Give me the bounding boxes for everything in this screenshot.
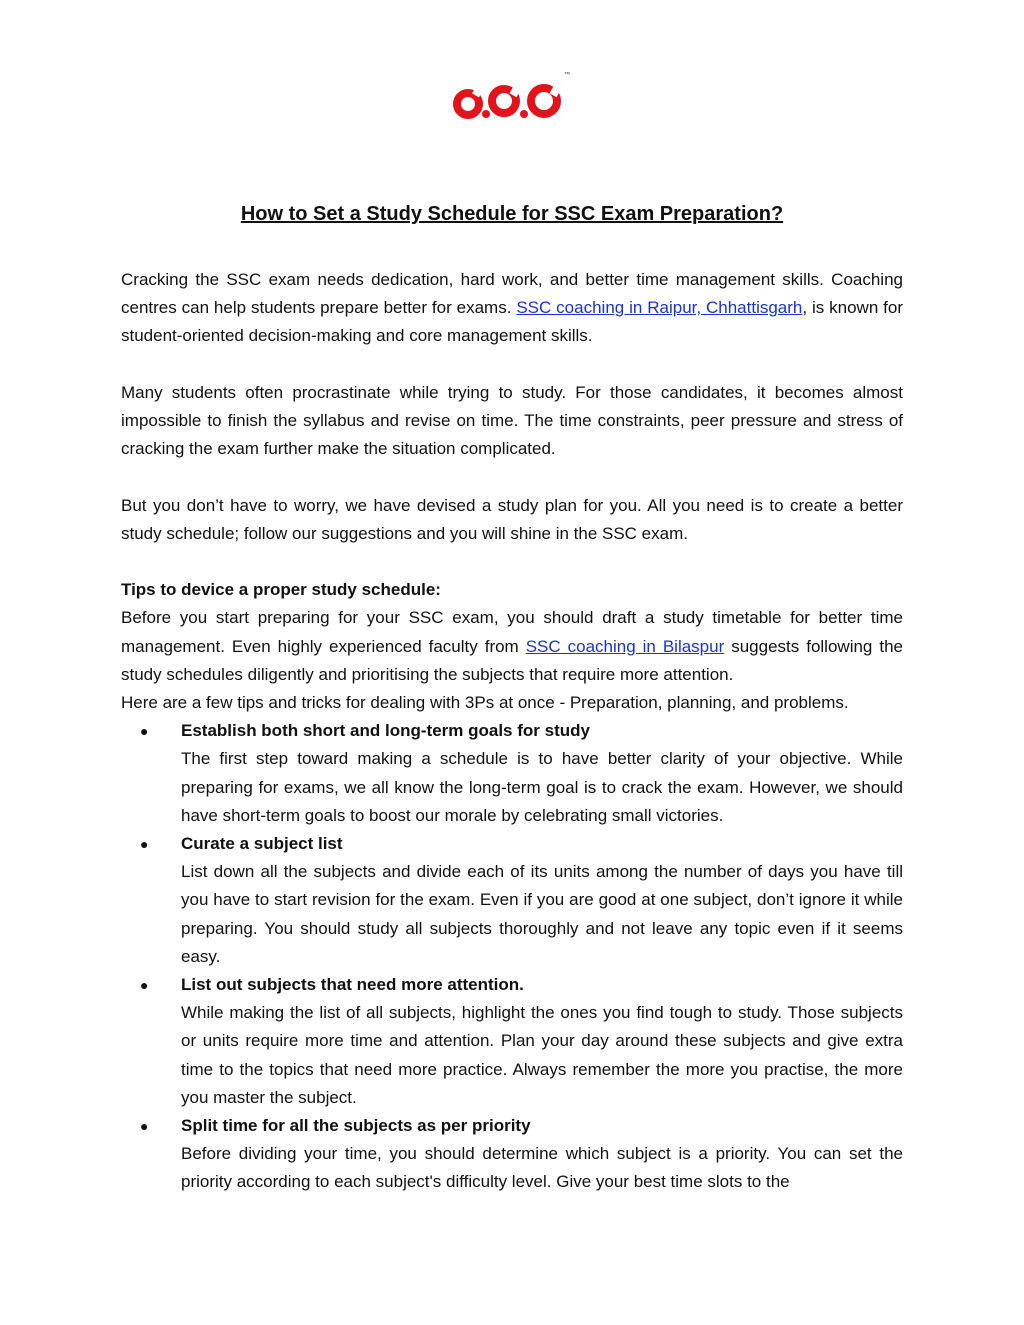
brand-logo [452,74,574,122]
tip-body: Before dividing your time, you should determine which subject is a priority. You can set the priority according to each subject's difficulty level. Give your best time slots to the [181,1144,903,1192]
tip-body: While making the list of all subjects, highlight the ones you find tough to study. Those subjects or units require more time and attention. Plan your day around these subjects and give extra time to the topics that need more practice. Always remember the more you practise, the more you master the subject. [181,1003,903,1107]
procrastination-paragraph: Many students often procrastinate while trying to study. For those candidates, it becomes almost impossible to finish the syllabus and revise on time. The time constraints, peer pressure and stress of cracking the exam further make the situation complicated. [121,382,903,459]
tip-title: Curate a subject list [181,834,343,854]
timetable-text-end: suggests following the study schedules diligently and prioritising the subjects that require more attention. [121,636,903,684]
intro-text-end: , is known for student-oriented decision-making and core management skills. [121,298,904,346]
tip-item [121,1112,903,1197]
bullet-icon: ● [140,977,149,994]
intro-paragraph [121,266,903,351]
bullet-icon: ● [140,723,149,740]
three-ps-paragraph: Here are a few tips and tricks for dealing with 3Ps at once - Preparation, planning, and problems. [121,693,849,712]
tip-title: Split time for all the subjects as per priority [181,1116,531,1136]
tips-list [121,717,903,1196]
study-plan-paragraph: But you don’t have to worry, we have devised a study plan for you. All you need is to create a better study schedule; follow our suggestions and you will shine in the SSC exam. [121,495,903,543]
tips-heading: Tips to device a proper study schedule: [121,580,441,600]
tip-body: The first step toward making a schedule is to have better clarity of your objective. While preparing for exams, we all know the long-term goal is to crack the exam. However, we should have short-term goals to boost our morale by celebrating small victories. [181,749,903,825]
timetable-paragraph [121,604,903,689]
intro-text-start: Cracking the SSC exam needs dedication, hard work, and better time management skills. Coaching centres can help students prepare better for exams. [121,270,903,318]
tip-title: List out subjects that need more attention. [181,975,524,995]
bilaspur-coaching-link[interactable]: SSC coaching in Bilaspur [525,636,725,656]
brand-logo-graphic [452,74,574,122]
bullet-icon: ● [140,836,149,853]
tip-item [121,717,903,830]
raipur-coaching-link[interactable]: SSC coaching in Raipur, Chhattisgarh [516,298,803,318]
trademark-mark: ™ [564,72,570,78]
tip-body: List down all the subjects and divide each of its units among the number of days you have till you have to start revision for the exam. Even if you are good at one subject, don’t ignore it while preparing. You should study all subjects thoroughly and not leave any topic even if it seems easy. [181,862,903,966]
page-title: How to Set a Study Schedule for SSC Exam Preparation? [240,203,784,225]
timetable-text-start: Before you start preparing for your SSC exam, you should draft a study timetable for better time management. Even highly experienced faculty from [121,608,903,656]
tip-title: Establish both short and long-term goals for study [181,721,590,741]
tip-item [121,830,903,971]
tip-item [121,971,903,1112]
document-body [121,200,903,1197]
bullet-icon: ● [140,1118,149,1135]
